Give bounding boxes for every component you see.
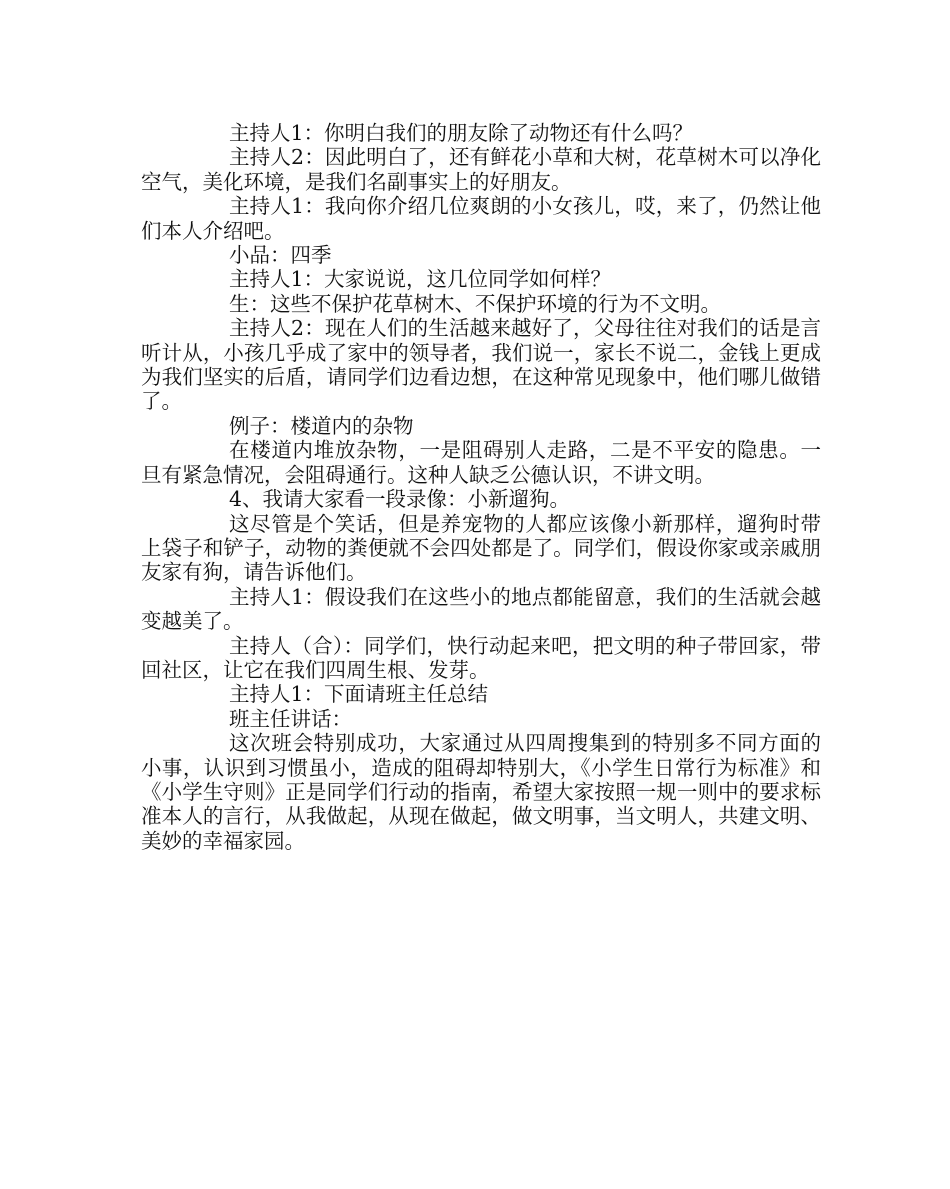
paragraph-hosts-together: 主持人（合）：同学们，快行动起来吧，把文明的种子带回家，带回社区，让它在我们四周生根、发芽。 xyxy=(141,633,821,682)
paragraph-host2-flowers: 主持人2：因此明白了，还有鲜花小草和大树，花草树木可以净化空气，美化环境，是我们名副事实上的好朋友。 xyxy=(141,145,821,194)
paragraph-example-title: 例子：楼道内的杂物 xyxy=(229,413,414,438)
paragraph-host2-life: 主持人2：现在人们的生活越来越好了，父母往往对我们的话是言听计从，小孩几乎成了家中的领导者，我们说一，家长不说二，金钱上更成为我们坚实的后盾，请同学们边看边想，在这种常见现象中，他们哪儿做错了。 xyxy=(141,316,821,414)
paragraph-host1-question: 主持人1：你明白我们的朋友除了动物还有什么吗？ xyxy=(229,121,694,145)
paragraph-teacher-speech: 这次班会特别成功，大家通过从四周搜集到的特别多不同方面的小事，认识到习惯虽小，造成的阻碍却特别大，《小学生日常行为标准》和《小学生守则》正是同学们行动的指南，希望大家按照一规一则中的要求标准本人的言行，从我做起，从现在做起，做文明事，当文明人，共建文明、美妙的幸福家园。 xyxy=(141,731,821,853)
paragraph-host1-discuss: 主持人1：大家说说，这几位同学如何样？ xyxy=(229,267,612,292)
paragraph-teacher-speech-title: 班主任讲话： xyxy=(229,706,352,731)
paragraph-skit-title: 小品：四季 xyxy=(229,243,332,268)
paragraph-host1-summary: 主持人1：下面请班主任总结 xyxy=(229,682,489,707)
paragraph-host1-attention: 主持人1：假设我们在这些小的地点都能留意，我们的生活就会越变越美了。 xyxy=(141,584,821,634)
paragraph-corridor: 在楼道内堆放杂物，一是阻碍别人走路，二是不平安的隐患。一旦有紧急情况，会阻碍通行。这种人缺乏公德认识，不讲文明。 xyxy=(141,438,821,487)
document-body xyxy=(141,121,821,853)
paragraph-student-answer: 生：这些不保护花草树木、不保护环境的行为不文明。 xyxy=(229,291,721,316)
paragraph-host1-introduce: 主持人1：我向你介绍几位爽朗的小女孩儿，哎，来了，仍然让他们本人介绍吧。 xyxy=(141,194,821,243)
paragraph-dog-walking: 这尽管是个笑话，但是养宠物的人都应该像小新那样，遛狗时带上袋子和铲子，动物的粪便就不会四处都是了。同学们，假设你家或亲戚朋友家有狗，请告诉他们。 xyxy=(141,511,821,585)
paragraph-video: 4、我请大家看一段录像：小新遛狗。 xyxy=(229,487,571,512)
